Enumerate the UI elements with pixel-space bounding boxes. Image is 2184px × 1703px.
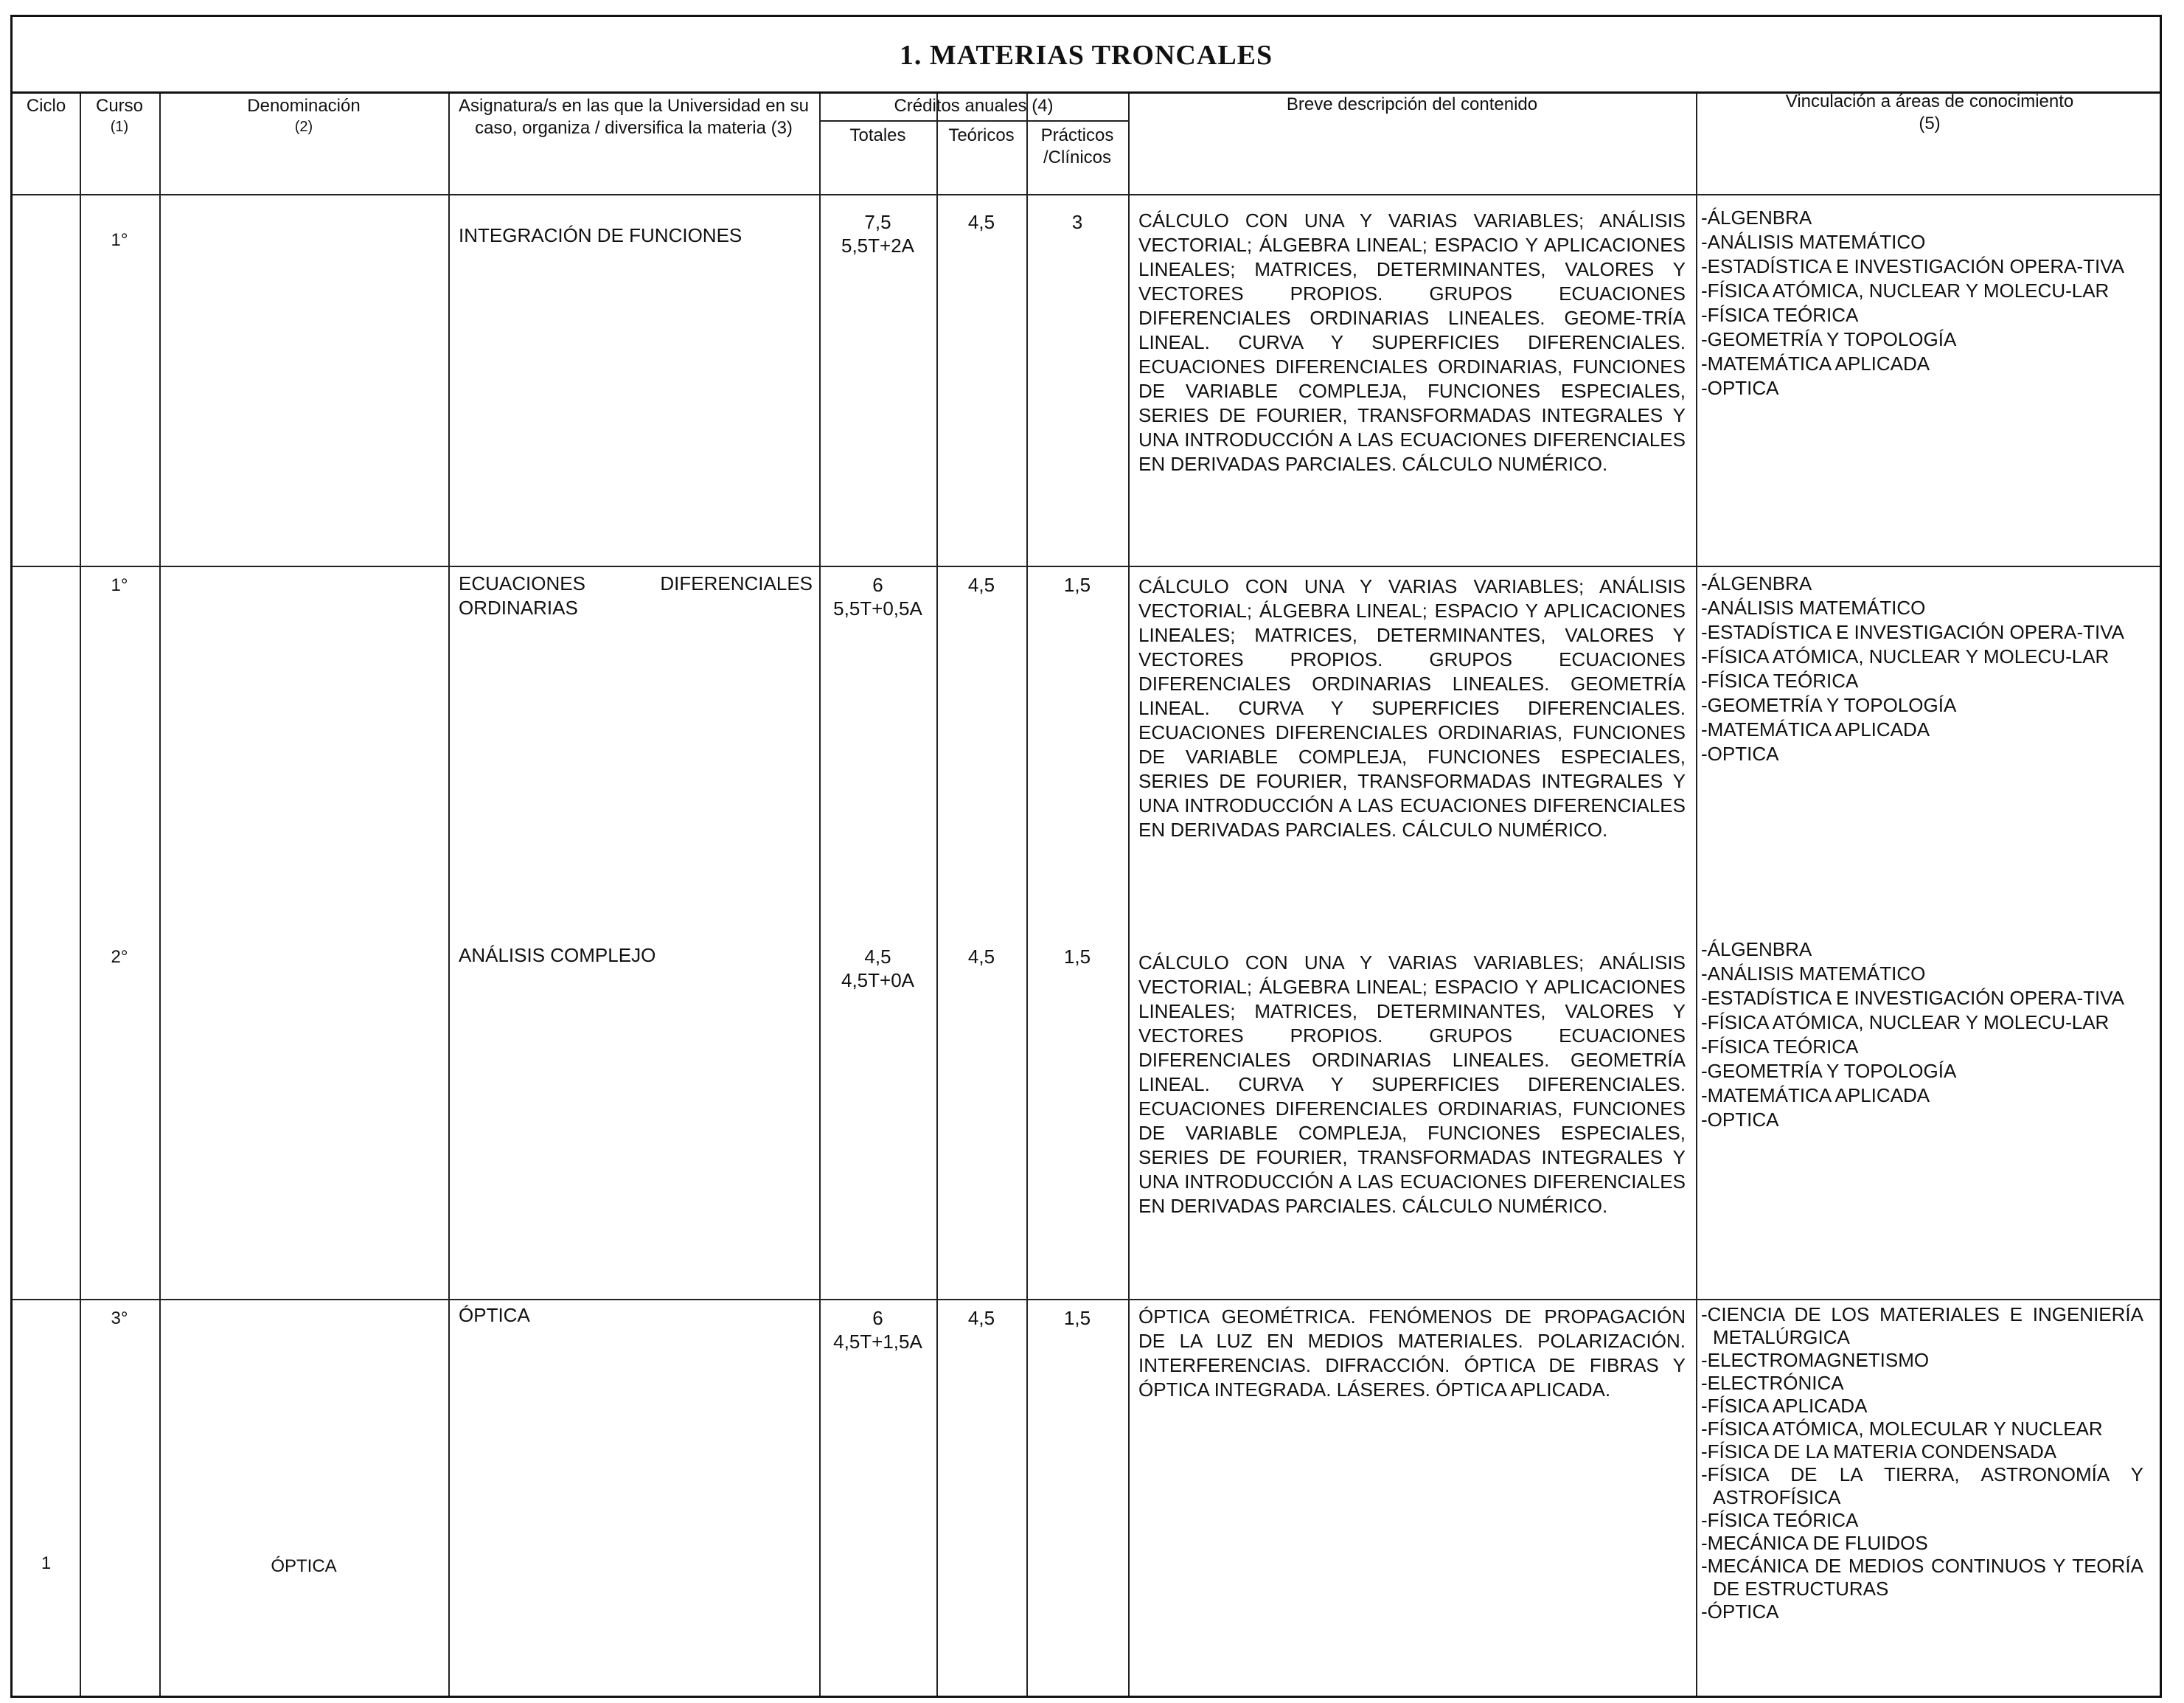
header-asignatura: Asignatura/s en las que la Universidad en su caso, organiza / diversifica la materia (3) [459,96,809,138]
list-item: -FÍSICA TEÓRICA [1701,304,1859,326]
header-denominacion: Denominación [247,96,361,116]
asignatura-cell: ÓPTICA [459,1304,530,1326]
header-vinculacion: Vinculación a áreas de conocimiento (5) [1785,91,2074,133]
header-ciclo: Ciclo [26,96,66,116]
header-creditos: Créditos anuales (4) [894,96,1054,116]
col-divider [936,94,938,1696]
header-curso: Curso [95,96,144,116]
list-item: -GEOMETRÍA Y TOPOLOGÍA [1701,328,1957,350]
teoricos-cell: 4,5 [967,574,995,596]
totales-cell: 4,5 [864,946,891,968]
denominacion-cell: ÓPTICA [271,1556,337,1576]
col-divider [159,94,161,1696]
materias-table [10,15,2162,1698]
areas-list [1701,1303,2143,1623]
totales-cell: 7,5 [864,211,891,233]
list-item: -ANÁLISIS MATEMÁTICO [1701,597,1926,619]
practicos-cell: 1,5 [1063,1307,1091,1329]
list-item: -ESTADÍSTICA E INVESTIGACIÓN OPERA-TIVA [1701,621,2125,643]
list-item: -GEOMETRÍA Y TOPOLOGÍA [1701,694,1957,716]
list-item: -FÍSICA ATÓMICA, NUCLEAR Y MOLECU-LAR [1701,280,2110,302]
list-item: -FÍSICA ATÓMICA, NUCLEAR Y MOLECU-LAR [1701,1011,2110,1033]
list-item: -FÍSICA ATÓMICA, MOLECULAR Y NUCLEAR [1701,1418,2103,1440]
list-item: -MATEMÁTICA APLICADA [1701,1084,1930,1106]
totales-detail-cell: 4,5T+1,5A [833,1331,922,1353]
areas-list [1701,937,2143,1132]
curso-cell: 1° [111,575,128,595]
list-item: -CIENCIA DE LOS MATERIALES E INGENIERÍA METALÚRGICA [1701,1303,2143,1348]
header-bottom-line [13,194,2160,195]
list-item: -ESTADÍSTICA E INVESTIGACIÓN OPERA-TIVA [1701,255,2125,277]
list-item: -ÁLGENBRA [1701,572,1812,594]
totales-detail-cell: 5,5T+0,5A [833,597,922,620]
teoricos-cell: 4,5 [967,1307,995,1329]
areas-list [1701,206,2143,400]
totales-detail-cell: 5,5T+2A [841,235,914,257]
list-item: -FÍSICA DE LA MATERIA CONDENSADA [1701,1440,2057,1463]
teoricos-cell: 4,5 [967,211,995,233]
practicos-cell: 1,5 [1063,946,1091,968]
ciclo-cell: 1 [41,1553,52,1573]
col-divider [819,94,821,1696]
totales-cell: 6 [872,1307,883,1329]
list-item: -ANÁLISIS MATEMÁTICO [1701,231,1926,253]
list-item: -ELECTROMAGNETISMO [1701,1349,1930,1371]
curso-cell: 3° [111,1308,128,1328]
asignatura-cell: INTEGRACIÓN DE FUNCIONES [459,224,743,246]
practicos-cell: 1,5 [1063,574,1091,596]
header-teoricos: Teóricos [948,125,1015,145]
col-divider [448,94,450,1696]
totales-cell: 6 [872,574,883,596]
list-item: -OPTICA [1701,377,1779,399]
row-divider [13,1299,2160,1300]
descripcion-cell: CÁLCULO CON UNA Y VARIAS VARIABLES; ANÁLISIS VECTORIAL; ÁLGEBRA LINEAL; ESPACIO Y APLICACIONES LINEALES; MATRICES, DETERMINANTES, VALORES Y VECTORES PROPIOS. GRUPOS ECUACIONES DIFERENCIALES ORDINARIAS LINEALES. GEOMETRÍA LINEAL. CURVA Y SUPERFICIES DIFERENCIALES. ECUACIONES DIFERENCIALES ORDINARIAS, FUNCIONES DE VARIABLE COMPLEJA, FUNCIONES ESPECIALES, SERIES DE FOURIER, TRANSFORMADAS INTEGRALES Y UNA INTRODUCCIÓN A LAS ECUACIONES DIFERENCIALES EN DERIVADAS PARCIALES. CÁLCULO NUMÉRICO. [1138,575,1686,841]
list-item: -GEOMETRÍA Y TOPOLOGÍA [1701,1060,1957,1082]
list-item: -ESTADÍSTICA E INVESTIGACIÓN OPERA-TIVA [1701,987,2125,1009]
teoricos-cell: 4,5 [967,946,995,968]
list-item: -ÁLGENBRA [1701,938,1812,960]
list-item: -FÍSICA ATÓMICA, NUCLEAR Y MOLECU-LAR [1701,645,2110,667]
page-title: 1. MATERIAS TRONCALES [13,17,2160,94]
list-item: -FÍSICA TEÓRICA [1701,1509,1859,1531]
asignatura-cell: ANÁLISIS COMPLEJO [459,944,656,966]
asignatura-cell: ECUACIONES DIFERENCIALES ORDINARIAS [459,572,813,619]
creditos-divider [819,120,1128,122]
row-divider [13,566,2160,567]
list-item: -ELECTRÓNICA [1701,1372,1844,1394]
list-item: -FÍSICA TEÓRICA [1701,1036,1859,1058]
list-item: -MATEMÁTICA APLICADA [1701,718,1930,740]
col-divider [1696,94,1697,1696]
curso-cell: 1° [111,230,128,250]
col-divider [1128,94,1130,1696]
curso-cell: 2° [111,947,128,967]
descripcion-cell: ÓPTICA GEOMÉTRICA. FENÓMENOS DE PROPAGACIÓN DE LA LUZ EN MEDIOS MATERIALES. POLARIZACIÓN. INTERFERENCIAS. DIFRACCIÓN. ÓPTICA DE FIBRAS Y ÓPTICA INTEGRADA. LÁSERES. ÓPTICA APLICADA. [1138,1305,1686,1401]
list-item: -ÓPTICA [1701,1600,1779,1623]
list-item: -MATEMÁTICA APLICADA [1701,353,1930,375]
list-item: -FÍSICA DE LA TIERRA, ASTRONOMÍA Y ASTROFÍSICA [1701,1463,2143,1508]
col-divider [80,94,81,1696]
header-denominacion-note: (2) [294,119,313,135]
descripcion-cell: CÁLCULO CON UNA Y VARIAS VARIABLES; ANÁLISIS VECTORIAL; ÁLGEBRA LINEAL; ESPACIO Y APLICACIONES LINEALES; MATRICES, DETERMINANTES, VALORES Y VECTORES PROPIOS. GRUPOS ECUACIONES DIFERENCIALES ORDINARIAS LINEALES. GEOME-TRÍA LINEAL. CURVA Y SUPERFICIES DIFERENCIALES. ECUACIONES DIFERENCIALES ORDINARIAS, FUNCIONES DE VARIABLE COMPLEJA, FUNCIONES ESPECIALES, SERIES DE FOURIER, TRANSFORMADAS INTEGRALES Y UNA INTRODUCCIÓN A LAS ECUACIONES DIFERENCIALES EN DERIVADAS PARCIALES. CÁLCULO NUMÉRICO. [1138,209,1686,475]
col-divider [1026,94,1028,1696]
list-item: -MECÁNICA DE MEDIOS CONTINUOS Y TEORÍA DE ESTRUCTURAS [1701,1555,2143,1600]
list-item: -FÍSICA TEÓRICA [1701,670,1859,692]
totales-detail-cell: 4,5T+0A [841,969,914,991]
list-item: -OPTICA [1701,743,1779,765]
list-item: -OPTICA [1701,1109,1779,1131]
header-descripcion: Breve descripción del contenido [1286,94,1538,114]
header-totales: Totales [849,125,906,145]
list-item: -ANÁLISIS MATEMÁTICO [1701,963,1926,985]
list-item: -ÁLGENBRA [1701,207,1812,229]
descripcion-cell: CÁLCULO CON UNA Y VARIAS VARIABLES; ANÁLISIS VECTORIAL; ÁLGEBRA LINEAL; ESPACIO Y APLICACIONES LINEALES; MATRICES, DETERMINANTES, VALORES Y VECTORES PROPIOS. GRUPOS ECUACIONES DIFERENCIALES ORDINARIAS LINEALES. GEOMETRÍA LINEAL. CURVA Y SUPERFICIES DIFERENCIALES. ECUACIONES DIFERENCIALES ORDINARIAS, FUNCIONES DE VARIABLE COMPLEJA, FUNCIONES ESPECIALES, SERIES DE FOURIER, TRANSFORMADAS INTEGRALES Y UNA INTRODUCCIÓN A LAS ECUACIONES DIFERENCIALES EN DERIVADAS PARCIALES. CÁLCULO NUMÉRICO. [1138,951,1686,1217]
list-item: -FÍSICA APLICADA [1701,1395,1868,1417]
header-practicos: Prácticos /Clínicos [1040,125,1114,167]
header-curso-note: (1) [110,119,129,135]
practicos-cell: 3 [1071,211,1083,233]
list-item: -MECÁNICA DE FLUIDOS [1701,1532,1928,1554]
areas-list [1701,572,2143,766]
